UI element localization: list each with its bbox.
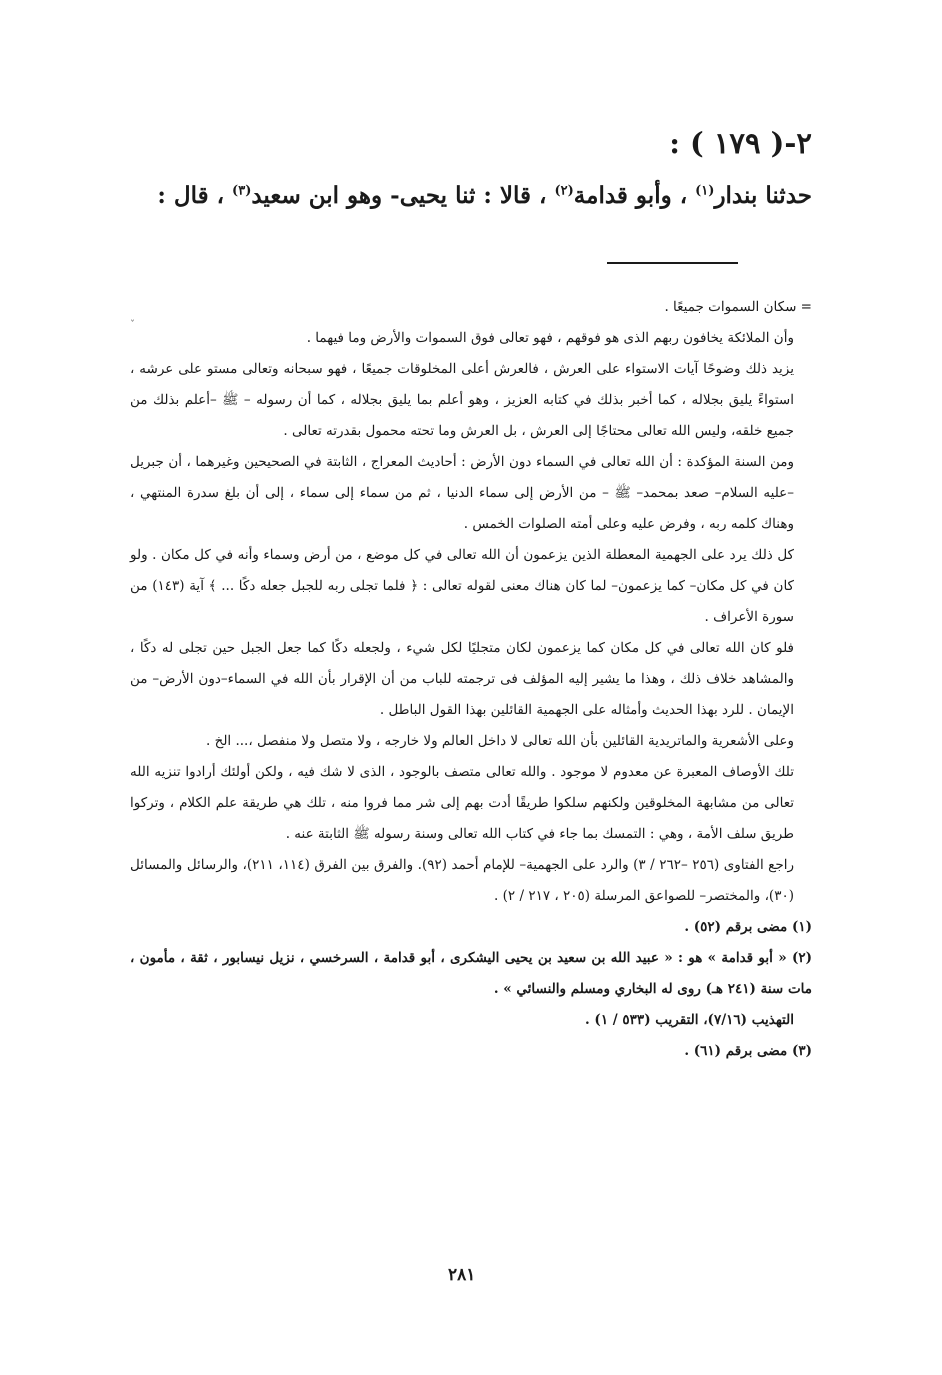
footnote-2: (٢) « أبو قدامة » هو : « عبيد الله بن سعيد بن يحيى اليشكرى ، أبو قدامة ، السرخسي ، نزيل نيسابور ، ثقة ، مأمون ، مات سنة (٢٤١ هـ) روى له البخاري ومسلم والنسائي » .	[130, 950, 812, 997]
hadith-number-heading: ٢-( ١٧٩ ) :	[669, 126, 812, 160]
footnote-marker-2[interactable]: (٢)	[554, 183, 574, 199]
isnad-part-3: ، قالا : ثنا يحيى- وهو ابن سعيد	[251, 182, 555, 209]
note-paragraph: وأن الملائكة يخافون ربهم الذى هو فوقهم ، فهو تعالى فوق السموات والأرض وما فيهما .	[306, 330, 794, 346]
footnotes	[130, 292, 812, 1067]
footnote-marker-3[interactable]: (٣)	[232, 183, 252, 199]
footnote-3: (٣) مضى برقم (٦١) .	[684, 1043, 812, 1059]
hadith-isnad	[132, 182, 812, 209]
footnote-marker-1[interactable]: (١)	[695, 183, 715, 199]
note-continuation: = سكان السموات جميعًا .	[664, 299, 812, 315]
isnad-part-1: حدثنا بندار	[714, 182, 812, 209]
note-paragraph: فلو كان الله تعالى في كل مكان كما يزعمون لكان متجليًا لكل شيء ، ولجعله دكًا كما جعل الجبل حين تجلى له دكًا ، والمشاهد خلاف ذلك ، وهذا ما يشير إليه المؤلف فى ترجمته للباب من أن الإقرار بأن الله في السماء–دون الأرض– من الإيمان . للرد بهذا الحديث وأمثاله على الجهمية القائلين بهذا القول الباطل .	[130, 640, 794, 718]
note-paragraph: يزيد ذلك وضوحًا آيات الاستواء على العرش ، فالعرش أعلى المخلوقات جميعًا ، فهو سبحانه وتعالى مستو على عرشه ، استواءً يليق بجلاله ، كما أخبر بذلك في كتابه العزيز ، وهو أعلم بما يليق بجلاله ، كما أن رسوله – ﷺ –أعلم بذلك من جميع خلقه، وليس الله تعالى محتاجًا إلى العرش ، بل العرش وما تحته محمول بقدرته تعالى .	[130, 361, 794, 439]
isnad-part-4: ، قال :	[157, 182, 233, 209]
isnad-part-2: ، وأبو قدامة	[573, 182, 696, 209]
note-paragraph: كل ذلك يرد على الجهمية المعطلة الذين يزعمون أن الله تعالى في كل موضع ، من أرض وسماء وأنه في كل مكان . ولو كان في كل مكان– كما يزعمون– لما كان هناك معنى لقوله تعالى : ﴿ فلما تجلى ربه للجبل جعله دكًا ... ﴾ آية (١٤٣) من سورة الأعراف .	[130, 547, 794, 625]
note-paragraph: تلك الأوصاف المعبرة عن معدوم لا موجود . والله تعالى متصف بالوجود ، الذى لا شك فيه ، ولكن أولئك أرادوا تنزيه الله تعالى من مشابهة المخلوقين ولكنهم سلكوا طريقًا أدت بهم إلى شر مما فروا منه ، تلك هي طريقة علم الكلام ، وتركوا طريق سلف الأمة ، وهي : التمسك بما جاء في كتاب الله تعالى وسنة رسوله ﷺ الثابتة عنه .	[130, 764, 794, 842]
footnote-1: (١) مضى برقم (٥٢) .	[684, 919, 812, 935]
note-paragraph: ومن السنة المؤكدة : أن الله تعالى في السماء دون الأرض : أحاديث المعراج ، الثابتة في الصحيحين وغيرهما ، أن جبريل –عليه السلام– صعد بمحمد– ﷺ – من الأرض إلى سماء الدنيا ، ثم من سماء إلى سماء ، إلى أن بلغ سدرة المنتهي ، وهناك كلمه ربه ، وفرض عليه وعلى أمته الصلوات الخمس .	[130, 454, 794, 532]
margin-speck: ˇ	[130, 320, 135, 331]
note-paragraph: وعلى الأشعرية والماتريدية القائلين بأن الله تعالى لا داخل العالم ولا خارجه ، ولا متصل ولا منفصل ،... الخ .	[206, 733, 794, 749]
references-paragraph: راجع الفتاوى (٢٥٦ –٢٦٢ / ٣) والرد على الجهمية– للإمام أحمد (٩٢). والفرق بين الفرق (١١٤، ٢١١)، والرسائل والمسائل (٣٠)، والمختصر– للصواعق المرسلة (٢٠٥ ، ٢١٧ / ٢) .	[130, 857, 794, 904]
footnote-2-sources: التهذيب (٧/١٦)، التقريب (٥٣٣ / ١) .	[585, 1012, 794, 1028]
footnote-separator	[607, 262, 738, 264]
page-number: ٢٨١	[448, 1265, 476, 1285]
